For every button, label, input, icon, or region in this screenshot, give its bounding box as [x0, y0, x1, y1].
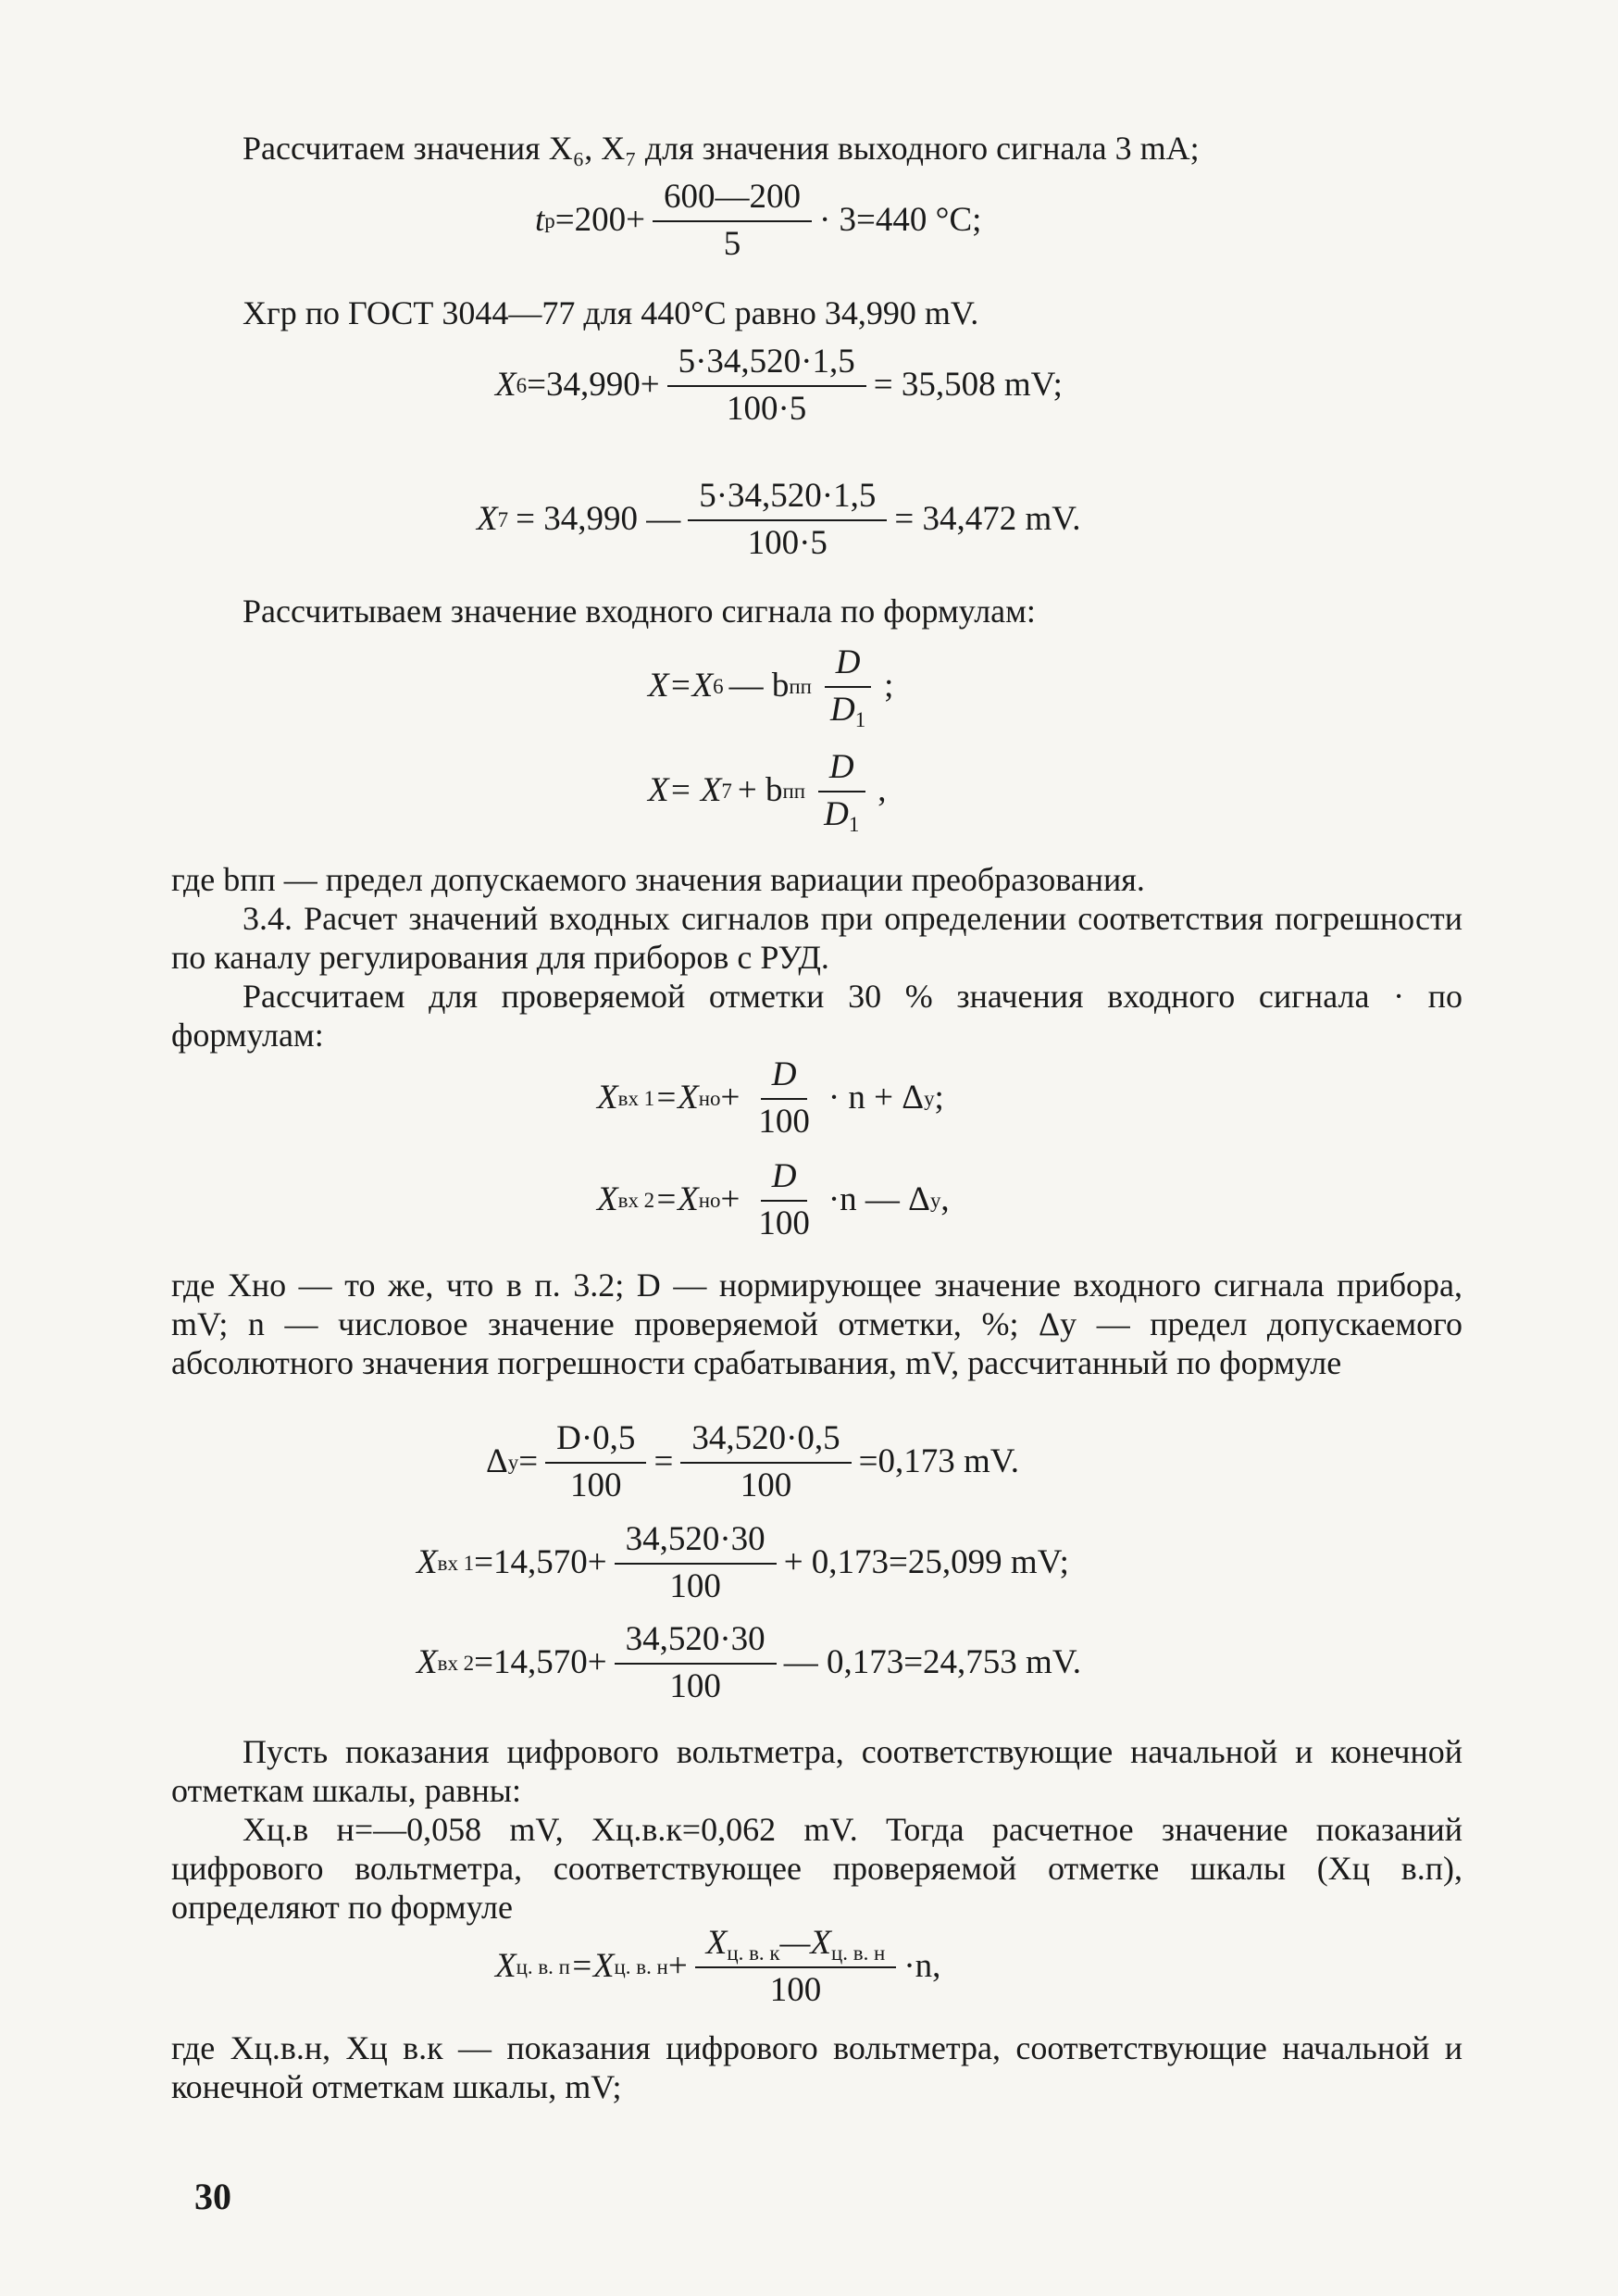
eq-x6-fraction [667, 343, 866, 429]
eq-tp-tail: · 3=440 °C; [818, 201, 982, 240]
eq-tp-var: t [535, 201, 545, 240]
eq-final-fraction [695, 1924, 897, 2010]
eq-x1num-tail: + 0,173=25,099 mV; [783, 1543, 1069, 1582]
equation-xvx2-numeric: X вх 2 =14,570+ $\frac{34,520\cdot 30}{100}$ — 0,173=24,753 mV. [417, 1620, 1082, 1705]
eq-x2num-fraction [615, 1620, 777, 1706]
eq-final-num-b-sub: ц. в. н [831, 1940, 886, 1965]
eq-tp-numerator: 600—200 [653, 178, 812, 222]
eq-xb-lead: X= X [648, 771, 722, 810]
eq-x1num-denominator: 100 [669, 1566, 721, 1605]
paragraph-30-percent: Рассчитаем для проверяемой отметки 30 % значения входного сигнала · по формулам: [171, 978, 1462, 1054]
eq-x7-var: X [477, 500, 498, 539]
eq-delta-numerator-2: 34,520·0,5 [680, 1419, 851, 1464]
eq-x7-denominator: 100·5 [747, 523, 828, 562]
eq-x2num-numerator: 34,520·30 [615, 1620, 777, 1665]
eq-xb-tail: , [877, 771, 887, 810]
eq-xb-den-sub: 1 [848, 812, 860, 836]
eq-x2num-denominator: 100 [669, 1666, 721, 1705]
eq-xa-den-sub: 1 [854, 707, 866, 731]
equation-xvx1-numeric: X вх 1 =14,570+ $\frac{34,520\cdot 30}{100}$ + 0,173=25,099 mV; [417, 1520, 1069, 1605]
eq-xvx1-lead: =X [654, 1079, 699, 1117]
eq-xvx1-numerator: D [761, 1055, 808, 1100]
eq-xb-denominator [813, 792, 870, 835]
eq-xvx2-fraction [747, 1157, 821, 1243]
eq-x2num-tail: — 0,173=24,753 mV. [783, 1643, 1082, 1682]
eq-x2num-lead: =14,570+ [474, 1643, 607, 1682]
eq-delta-fraction-2 [680, 1419, 851, 1505]
eq-x1num-var: X [417, 1543, 438, 1582]
eq-xa-fraction [819, 643, 877, 730]
paragraph-voltmeter-readings: Пусть показания цифрового вольтметра, соответствующие начальной и конечной отметкам шкалы, равны: [171, 1733, 1462, 1809]
eq-x6-lead: =34,990+ [527, 366, 660, 405]
equation-x-from-x6: X=X 6 — b пп $\frac{D}{D_1}$ ; [648, 643, 894, 731]
eq-delta-fraction-1 [545, 1419, 646, 1505]
paragraph-xno-definition: где Xно — то же, что в п. 3.2; D — нормирующее значение входного сигнала прибора, mV; n — числовое значение проверяемой отметки, %; Δу — предел допускаемого абсолютного значения погрешности срабатывания, mV, рассчитанный по формуле [171, 1267, 1462, 1381]
equation-x6: X 6 =34,990+ $\frac{5\cdot 34,520\cdot 1,5}{100\cdot 5}$ = 35,508 mV; [495, 343, 1063, 428]
eq-xvx2-plus: + [720, 1180, 741, 1219]
eq-x7-numerator: 5·34,520·1,5 [688, 477, 887, 521]
eq-xa-mid: — b [728, 667, 790, 705]
eq-xb-mid: + b [737, 771, 783, 810]
eq-xvx1-tail: · n + Δ [828, 1079, 925, 1117]
eq-delta-numerator-1: D·0,5 [545, 1419, 646, 1464]
eq-xa-tail: ; [884, 667, 894, 705]
paragraph-calc-x6-x7: Рассчитаем значения X₆, X₇ для значения выходного сигнала 3 mA; [243, 130, 1200, 167]
eq-final-numerator [695, 1924, 897, 1968]
paragraph-formulas-intro: Рассчитываем значение входного сигнала по формулам: [243, 593, 1036, 630]
eq-xvx1-end: ; [934, 1079, 944, 1117]
eq-tp-denominator: 5 [723, 224, 741, 263]
eq-x6-numerator: 5·34,520·1,5 [667, 343, 866, 387]
eq-xvx2-var: X [597, 1180, 618, 1219]
eq-x1num-lead: =14,570+ [474, 1543, 607, 1582]
eq-final-num-a: X [705, 1924, 728, 1962]
eq-xvx1-var: X [597, 1079, 618, 1117]
eq-xvx1-plus: + [720, 1079, 741, 1117]
eq-xa-numerator: D [825, 643, 872, 688]
eq-x2num-var: X [417, 1643, 438, 1682]
eq-xb-fraction [813, 748, 870, 834]
eq-x7-tail: = 34,472 mV. [894, 500, 1081, 539]
eq-final-denominator: 100 [769, 1970, 822, 2009]
eq-xvx1-fraction [747, 1055, 821, 1142]
eq-delta-var: Δ [486, 1442, 508, 1481]
eq-xa-lead: X=X [648, 667, 714, 705]
eq-final-lead: =X [569, 1947, 615, 1986]
paragraph-section-3-4: 3.4. Расчет значений входных сигналов при определении соответствия погрешности по каналу регулирования для приборов с РУД. [171, 900, 1462, 976]
eq-delta-eq2: = [653, 1442, 674, 1481]
eq-xvx2-tail: ·n — Δ [828, 1180, 930, 1219]
eq-xvx2-numerator: D [761, 1157, 808, 1202]
eq-x7-lead: = 34,990 — [516, 500, 681, 539]
eq-x7-fraction [688, 477, 887, 563]
eq-xvx2-denominator: 100 [758, 1204, 810, 1242]
eq-xb-den-var: D [824, 794, 849, 833]
eq-tp-lead: =200+ [554, 201, 645, 240]
equation-x7: X 7 = 34,990 — $\frac{5\cdot 34,520\cdot 1,5}{100\cdot 5}$ = 34,472 mV. [477, 477, 1081, 562]
equation-x-from-x7: X= X 7 + b пп $\frac{D}{D_1}$ , [648, 748, 887, 836]
paragraph-voltmeter-values: Xц.в н=—0,058 mV, Xц.в.к=0,062 mV. Тогда расчетное значение показаний цифрового вольтметра, соответствующее проверяемой отметке шкалы (Xц в.п), определяют по формуле [171, 1811, 1462, 1926]
paragraph-bpp-definition: где bпп — предел допускаемого значения вариации преобразования. [171, 861, 1145, 898]
eq-delta-denominator-1: 100 [570, 1466, 622, 1504]
eq-x6-var: X [495, 366, 517, 405]
eq-x6-denominator: 100·5 [726, 389, 807, 428]
eq-delta-eq: = [518, 1442, 539, 1481]
eq-final-var: X [495, 1947, 517, 1986]
equation-tp: t р =200+ $\frac{600—200}{5}$ · 3=440 °C; [535, 178, 982, 263]
page-number: 30 [194, 2176, 231, 2217]
equation-xcvp: X ц. в. п =X ц. в. н + $\frac{X_{ц. в. к}—X_{ц. в. н}}{100}$ ·n, [495, 1924, 941, 2009]
eq-final-plus: + [667, 1947, 688, 1986]
eq-xvx1-denominator: 100 [758, 1102, 810, 1141]
equation-xvx1-symbolic: X вх 1 =X но + $\frac{D}{100}$ · n + Δ у ; [597, 1055, 944, 1141]
eq-tp-fraction [653, 178, 812, 264]
equation-delta: Δ у = $\frac{D\cdot 0,5}{100}$ = $\frac{34,520\cdot 0,5}{100}$ =0,173 mV. [486, 1419, 1019, 1504]
eq-x6-tail: = 35,508 mV; [873, 366, 1063, 405]
eq-xvx2-end: , [940, 1180, 950, 1219]
eq-xb-numerator: D [818, 748, 865, 792]
eq-x1num-fraction [615, 1520, 777, 1606]
eq-xa-den-var: D [829, 690, 855, 729]
eq-xa-denominator [819, 688, 877, 730]
eq-delta-tail: =0,173 mV. [858, 1442, 1019, 1481]
eq-x1num-numerator: 34,520·30 [615, 1520, 777, 1565]
eq-delta-denominator-2: 100 [740, 1466, 792, 1504]
paragraph-xcvn-definition: где Xц.в.н, Xц в.к — показания цифрового вольтметра, соответствующие начальной и конечной отметкам шкалы, mV; [171, 2029, 1462, 2105]
eq-final-tail: ·n, [903, 1947, 941, 1986]
equation-xvx2-symbolic: X вх 2 =X но + $\frac{D}{100}$ ·n — Δ у , [597, 1157, 950, 1242]
paragraph-xgr: Xгр по ГОСТ 3044—77 для 440°C равно 34,990 mV. [243, 294, 979, 331]
eq-final-num-a-sub: ц. в. к [727, 1940, 780, 1965]
eq-final-num-op: —X [779, 1924, 832, 1962]
eq-xvx2-lead: =X [654, 1180, 699, 1219]
